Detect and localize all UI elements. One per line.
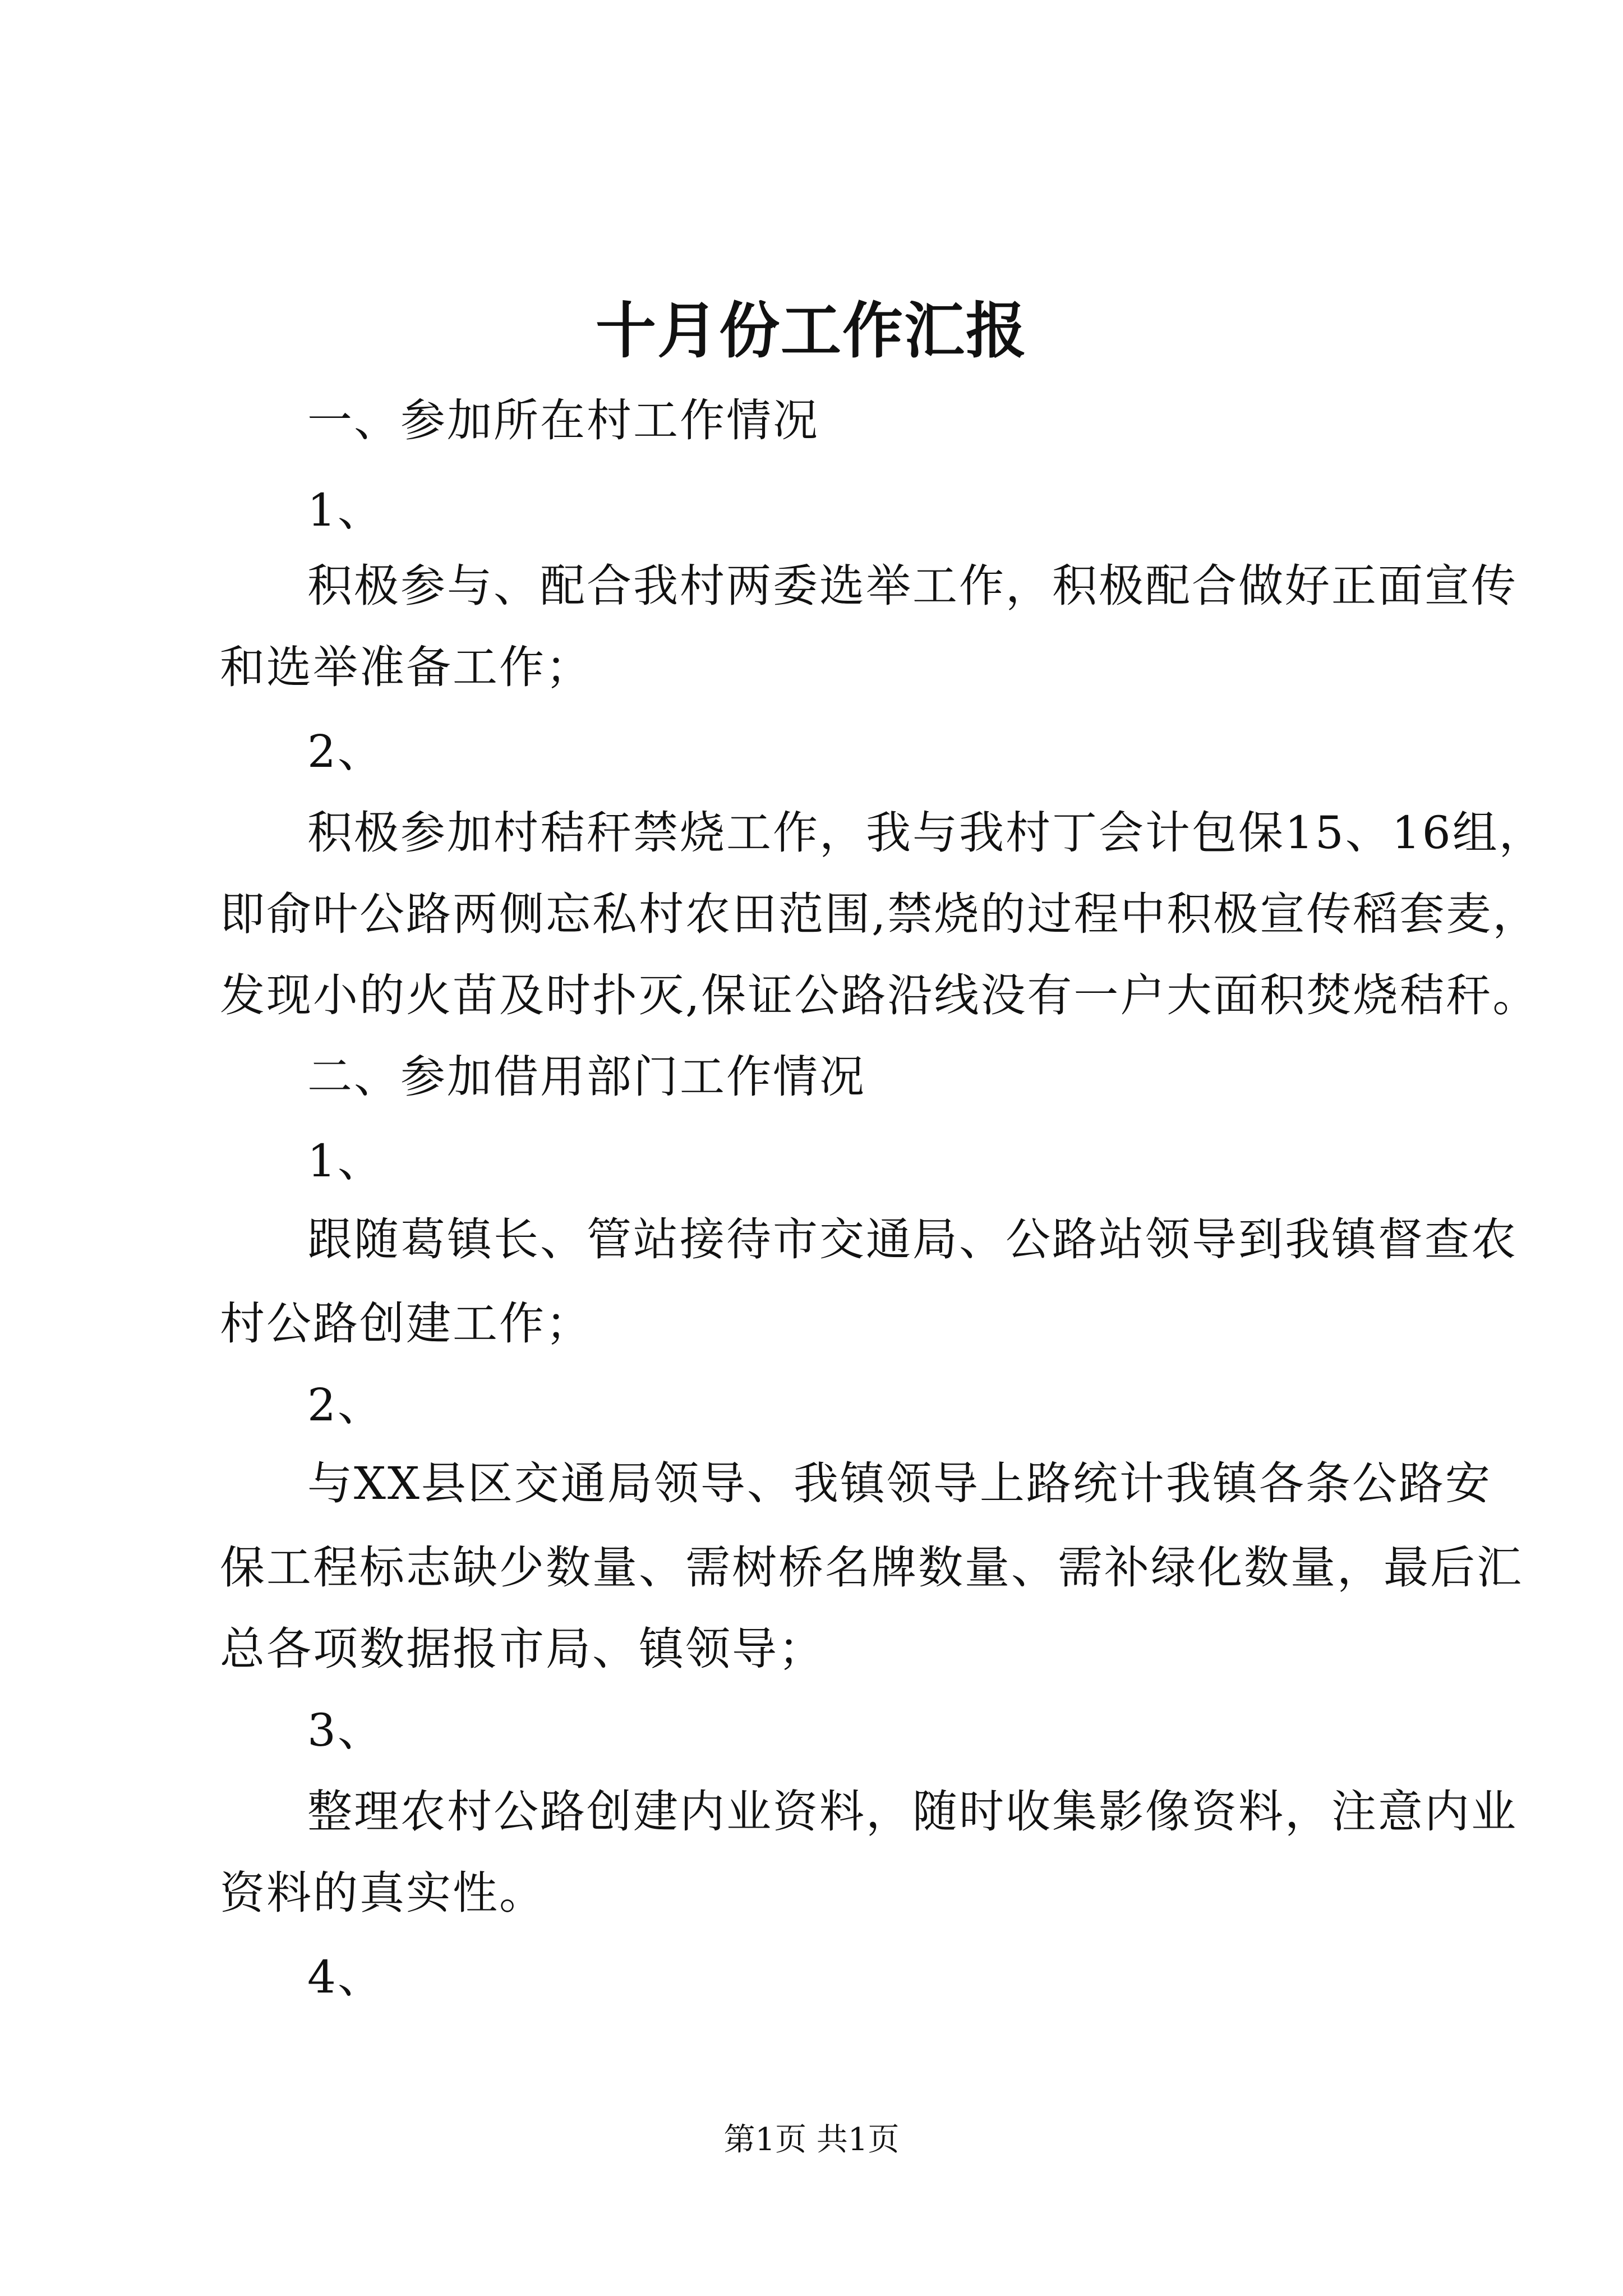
paragraph-line: 即俞叶公路两侧忘私村农田范围,禁烧的过程中积极宣传稻套麦， (220, 888, 1539, 940)
paragraph-line: 发现小的火苗及时扑灭,保证公路沿线没有一户大面积焚烧秸秆。 (220, 969, 1539, 1022)
section-heading-2: 二、参加借用部门工作情况 (307, 1051, 866, 1103)
item-number: 1、 (307, 484, 384, 536)
paragraph-line: 资料的真实性。 (220, 1867, 546, 1919)
paragraph-line: 整理农村公路创建内业资料，随时收集影像资料，注意内业 (307, 1786, 1518, 1838)
item-number: 3、 (307, 1704, 384, 1756)
paragraph-line: 保工程标志缺少数量、需树桥名牌数量、需补绿化数量，最后汇 (220, 1542, 1523, 1594)
item-number: 2、 (307, 1379, 384, 1431)
item-number: 1、 (307, 1135, 384, 1187)
paragraph-line: 积极参与、配合我村两委选举工作，积极配合做好正面宣传 (307, 560, 1518, 612)
paragraph-line: 总各项数据报市局、镇领导； (220, 1623, 825, 1675)
paragraph-line: 与XX县区交通局领导、我镇领导上路统计我镇各条公路安 (307, 1457, 1492, 1510)
page-title: 十月份工作汇报 (595, 296, 1027, 366)
page-footer: 第1页 共1页 (723, 2122, 900, 2158)
section-heading-1: 一、参加所在村工作情况 (307, 394, 819, 447)
paragraph-line: 跟随葛镇长、管站接待市交通局、公路站领导到我镇督查农 (307, 1213, 1518, 1266)
paragraph-line: 村公路创建工作； (220, 1297, 592, 1350)
item-number: 2、 (307, 725, 384, 777)
paragraph-line: 和选举准备工作； (220, 641, 592, 693)
item-number: 4、 (307, 1951, 384, 2003)
paragraph-line: 积极参加村秸秆禁烧工作，我与我村丁会计包保15、16组， (307, 807, 1546, 859)
